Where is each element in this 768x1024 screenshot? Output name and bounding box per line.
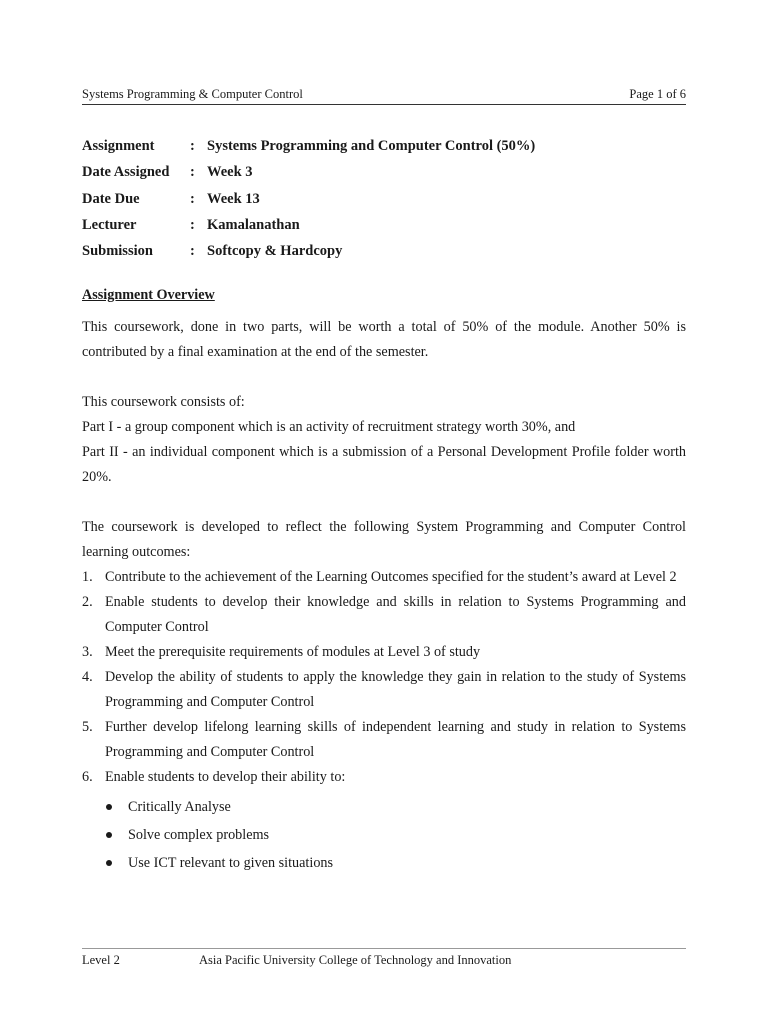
list-item [82,765,686,790]
consists-intro: This coursework consists of: [82,394,245,410]
assignment-overview [82,284,686,877]
item-text: Contribute to the achievement of the Learning Outcomes specified for the student’s award at Level 2 [105,569,677,585]
info-row-assignment [82,136,686,162]
section-title: Assignment Overview [82,287,215,303]
item-number: 2. [82,594,93,610]
info-colon: : [190,138,195,154]
bullet-item [82,793,686,821]
item-number: 6. [82,769,93,785]
info-row-lecturer [82,215,686,241]
bullet-text: Critically Analyse [128,799,231,815]
info-label: Date Due [82,190,140,207]
info-colon: : [190,164,195,181]
list-item [82,715,686,765]
list-item [82,640,686,665]
info-label: Lecturer [82,216,137,233]
list-item [82,665,686,715]
item-text: Develop the ability of students to apply the knowledge they gain in relation to the study of Systems Programming and Computer Control [105,669,686,710]
item-number: 5. [82,719,93,735]
outcomes-list [82,565,686,790]
info-row-date-assigned [82,162,686,188]
item-number: 3. [82,644,93,660]
bullet-text: Use ICT relevant to given situations [128,855,334,871]
info-label: Submission [82,243,153,260]
info-value: Softcopy & Hardcopy [207,243,343,260]
assignment-info [82,136,686,267]
page-number: Page 1 of 6 [629,87,686,101]
info-row-date-due [82,189,686,215]
page-header [82,86,686,105]
info-label: Assignment [82,138,155,154]
info-label: Date Assigned [82,164,170,181]
footer-level: Level 2 [82,953,120,967]
bullet-text: Solve complex problems [128,827,270,843]
page-footer [82,948,686,967]
bullet-icon [106,832,112,838]
item-text: Further develop lifelong learning skills of independent learning and study in relation to Systems Programming and Computer Control [105,719,686,760]
list-item [82,590,686,640]
info-value: Week 3 [207,164,253,181]
info-colon: : [190,216,195,233]
bullet-icon [106,860,112,866]
item-number: 1. [82,569,93,585]
item-text: Enable students to develop their knowledge and skills in relation to Systems Programming and Computer Control [105,594,686,635]
part-one: Part I - a group component which is an activity of recruitment strategy worth 30%, and [82,419,576,435]
outcomes-intro: The coursework is developed to reflect the following System Programming and Computer Control learning outcomes: [82,519,686,560]
part-two: Part II - an individual component which is a submission of a Personal Development Profile folder worth 20%. [82,444,686,485]
info-colon: : [190,190,195,207]
info-colon: : [190,243,195,260]
bullet-icon [106,804,112,810]
info-row-submission [82,241,686,267]
overview-paragraph: This coursework, done in two parts, will be worth a total of 50% of the module. Another 50% is contributed by a final examination at the end of the semester. [82,319,686,360]
bullet-item [82,849,686,877]
list-item [82,565,686,590]
item-text: Meet the prerequisite requirements of modules at Level 3 of study [105,644,481,660]
item-number: 4. [82,669,93,685]
info-value: Systems Programming and Computer Control (50%) [207,138,536,154]
bullet-item [82,821,686,849]
header-title: Systems Programming & Computer Control [82,87,303,101]
item-text: Enable students to develop their ability to: [105,769,346,785]
abilities-list [82,793,686,877]
footer-institution: Asia Pacific University College of Technology and Innovation [199,953,512,967]
info-value: Week 13 [207,190,260,207]
info-value: Kamalanathan [207,216,300,233]
